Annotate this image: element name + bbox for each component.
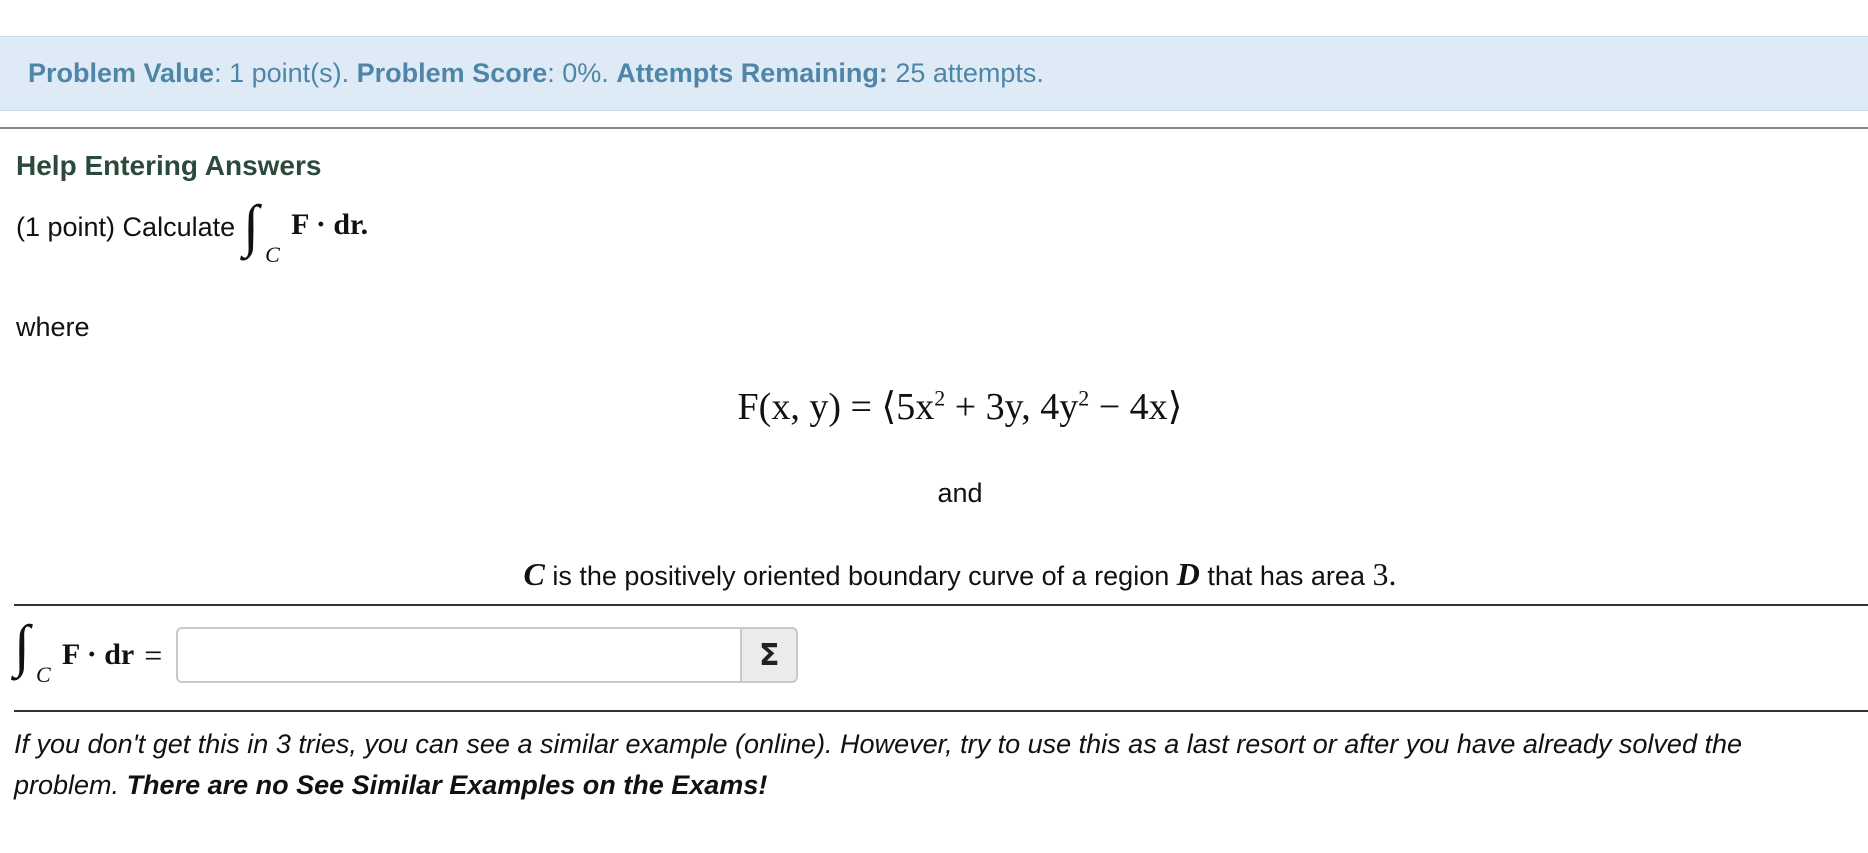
formula-mid: + 3y, 4y [945, 386, 1079, 428]
answer-integral-subscript: C [36, 662, 51, 687]
equation-editor-button[interactable] [740, 627, 798, 683]
answer-row [14, 615, 798, 695]
problem-info-bar [0, 36, 1868, 111]
and-text: and [937, 478, 983, 508]
formula-exponent-1: 2 [934, 385, 946, 411]
formula-lhs: F(x, y) = ⟨5x [737, 386, 935, 428]
integrand: F · dr. [291, 208, 369, 241]
answer-integral-symbol: ∫ C [14, 613, 51, 687]
divider-top [0, 127, 1868, 129]
problem-value-label: Problem Value [28, 58, 215, 88]
vector-field-formula [0, 384, 1868, 429]
region-area: 3. [1372, 556, 1397, 592]
integral-subscript: C [265, 242, 280, 267]
hint-text: If you don't get this in 3 tries, you can see a similar example (online). However, try to use this as a last resort or after you have already solved the problem. [14, 729, 1742, 800]
where-text: where [16, 312, 90, 342]
curve-variable: C [523, 556, 545, 592]
formula-rhs: − 4x⟩ [1089, 386, 1183, 428]
exam-warning: There are no See Similar Examples on the Exams! [126, 770, 768, 800]
divider-middle [14, 604, 1868, 606]
see-similar-hint [14, 724, 1854, 806]
region-description [0, 556, 1868, 593]
problem-statement [16, 193, 369, 270]
problem-value-text: : 1 point(s). [214, 58, 350, 88]
help-entering-answers-link[interactable]: Help Entering Answers [16, 150, 322, 181]
equals-sign: = [144, 636, 163, 673]
attempts-remaining-text: 25 attempts. [895, 58, 1044, 88]
problem-score-label: Problem Score [356, 58, 548, 88]
attempts-remaining-label: Attempts Remaining: [616, 58, 888, 88]
answer-input[interactable] [176, 627, 740, 683]
problem-intro: (1 point) Calculate [16, 212, 236, 242]
problem-score-text: : 0%. [547, 58, 609, 88]
line-integral-symbol: ∫ C [243, 193, 280, 267]
region-text-1: is the positively oriented boundary curve of a region [544, 561, 1177, 591]
region-variable: D [1176, 556, 1200, 592]
sigma-icon: Σ [759, 637, 780, 673]
answer-integrand: F · dr [62, 638, 135, 671]
region-text-2: that has area [1199, 561, 1373, 591]
formula-exponent-2: 2 [1078, 385, 1090, 411]
divider-bottom [14, 710, 1868, 712]
